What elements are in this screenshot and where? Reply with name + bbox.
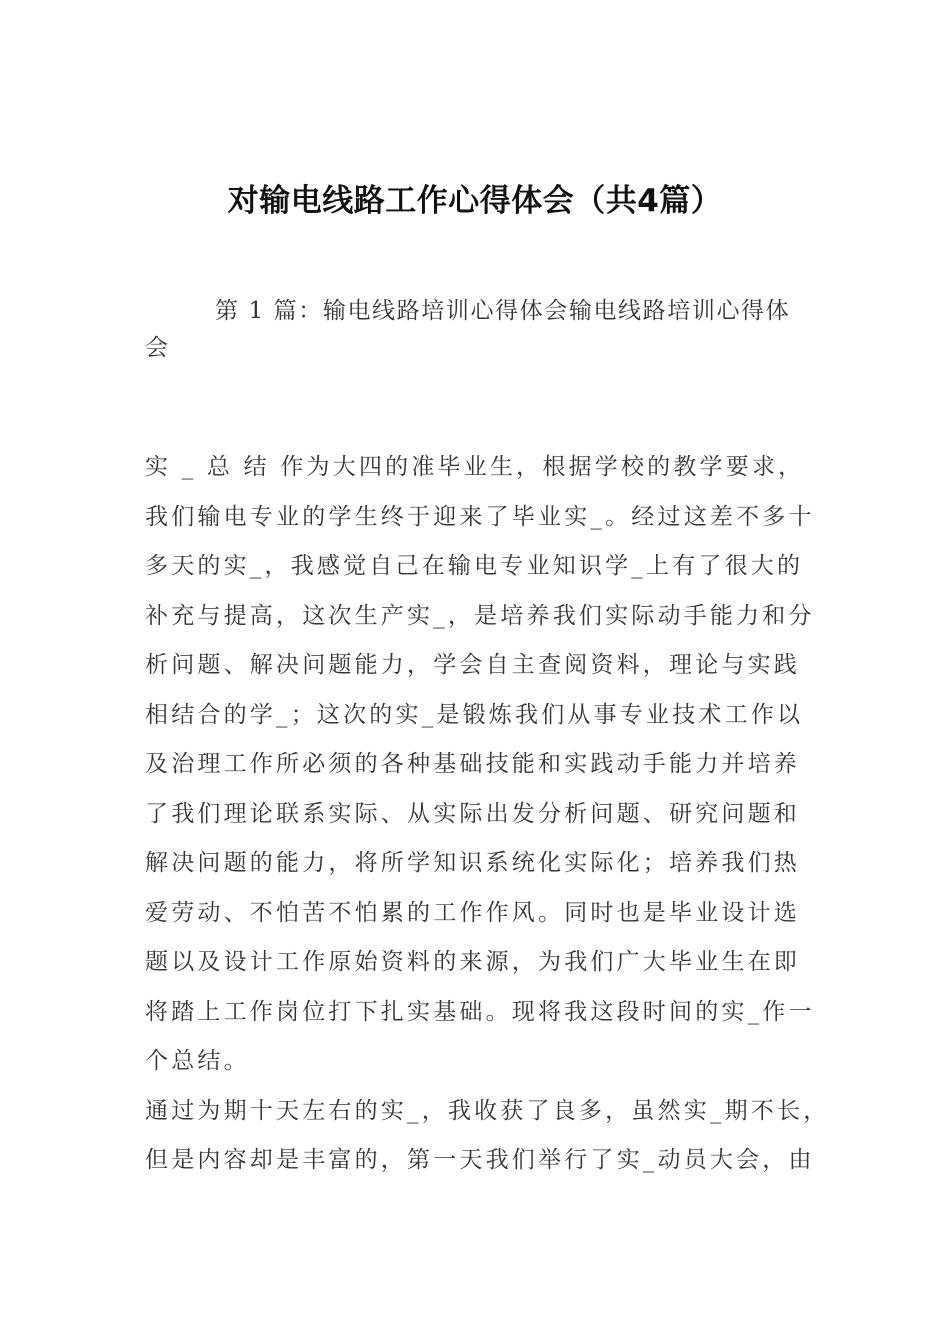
body-paragraph bbox=[145, 443, 830, 1186]
body-line: 多天的实_，我感觉自己在输电专业知识学_上有了很大的 bbox=[145, 553, 804, 579]
body-line: 析问题、解决问题能力，学会自主查阅资料，理论与实践 bbox=[145, 652, 800, 678]
body-line: 但是内容却是丰富的，第一天我们举行了实_动员大会，由 bbox=[145, 1147, 815, 1173]
body-line: 个总结。 bbox=[145, 1048, 250, 1074]
body-line: 爱劳动、不怕苦不怕累的工作作风。同时也是毕业设计选 bbox=[145, 899, 800, 926]
body-line: 实 _ 总 结 作为大四的准毕业生，根据学校的教学要求， bbox=[145, 454, 805, 480]
body-line: 了我们理论联系实际、从实际出发分析问题、研究问题和 bbox=[145, 800, 800, 827]
body-line: 通过为期十天左右的实_，我收获了良多，虽然实_期不长， bbox=[145, 1097, 830, 1124]
body-line: 解决问题的能力，将所学知识系统化实际化；培养我们热 bbox=[145, 850, 800, 876]
body-line: 将踏上工作岗位打下扎实基础。现将我这段时间的实_作一 bbox=[145, 998, 815, 1025]
document-title: 对输电线路工作心得体会（共4篇） bbox=[227, 182, 723, 219]
body-line: 相结合的学_；这次的实_是锻炼我们从事专业技术工作以 bbox=[145, 701, 804, 728]
body-line: 题以及设计工作原始资料的来源，为我们广大毕业生在即 bbox=[145, 949, 800, 975]
section-heading: 第 1 篇：输电线路培训心得体会输电线路培训心得体会 bbox=[145, 298, 791, 361]
body-line: 我们输电专业的学生终于迎来了毕业实_。经过这差不多十 bbox=[145, 503, 815, 530]
body-line: 补充与提高，这次生产实_，是培养我们实际动手能力和分 bbox=[145, 602, 815, 629]
body-line: 及治理工作所必须的各种基础技能和实践动手能力并培养 bbox=[145, 751, 800, 777]
